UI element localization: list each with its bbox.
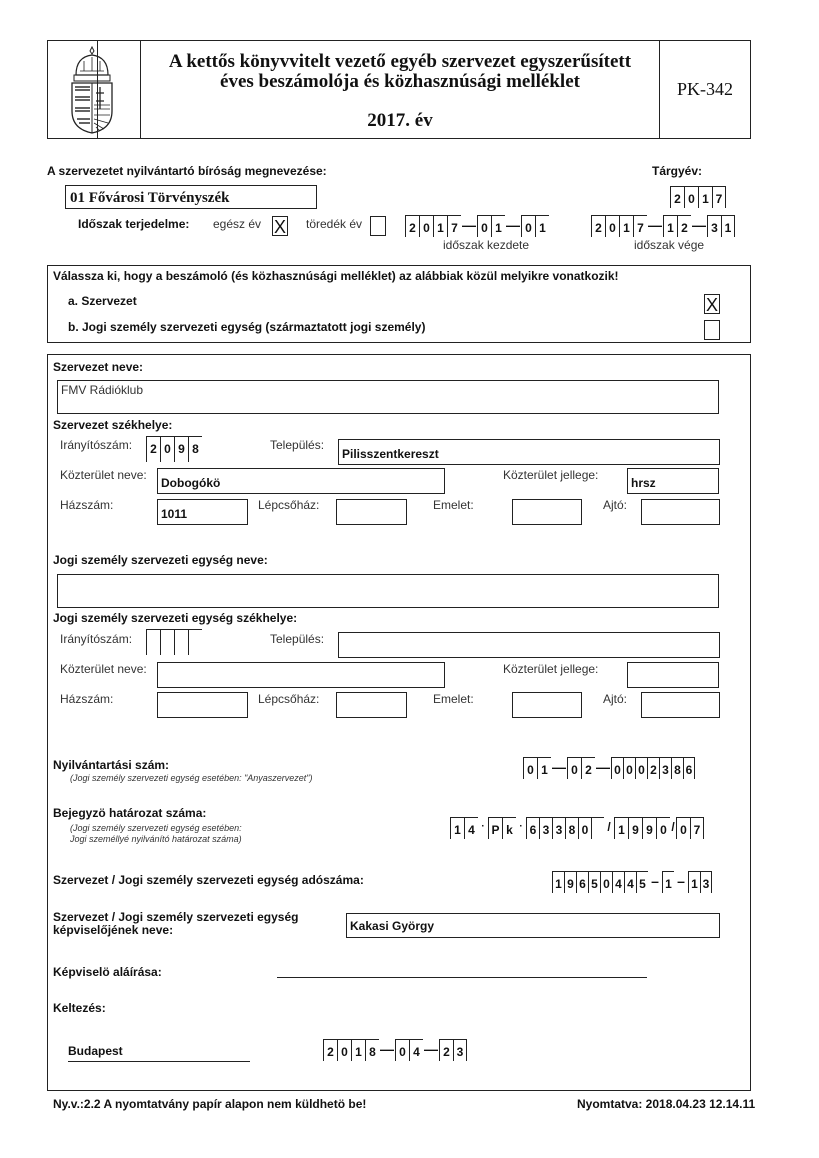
date-separator: —: [462, 217, 476, 233]
digit: 2: [591, 215, 605, 237]
org-zip-field[interactable]: [146, 440, 202, 462]
representative-name-field[interactable]: Kakasi György: [346, 913, 720, 938]
subject-year-digits[interactable]: [670, 186, 726, 208]
digit: 2: [405, 215, 419, 237]
digit: 2: [670, 186, 684, 208]
unit-door-field[interactable]: [641, 692, 720, 718]
digit: 0: [656, 817, 670, 839]
digit: 0: [477, 215, 491, 237]
dot-separator: ·: [481, 821, 485, 832]
court-label: A szervezetet nyilvántartó bíróság megnevezése:: [47, 164, 327, 178]
digit: 5: [588, 871, 600, 893]
digit: 6: [576, 871, 588, 893]
whole-year-checkbox[interactable]: X: [273, 217, 286, 237]
digit: 4: [612, 871, 624, 893]
digit: 0: [578, 817, 591, 839]
form-title-line-2: éves beszámolója és közhasznúsági melléklet: [220, 71, 580, 92]
org-city-label: Település:: [270, 438, 325, 452]
digit: 7: [447, 215, 461, 237]
digit: 7: [712, 186, 726, 208]
decision-number-note-1: (Jogi személy szervezeti egység esetében:: [70, 823, 242, 833]
digit: 0: [605, 215, 619, 237]
org-door-label: Ajtó:: [603, 498, 628, 512]
option-b-label: b. Jogi személy szervezeti egység (származtatott jogi személy): [68, 320, 426, 334]
digit: 1: [491, 215, 505, 237]
org-street-type-label: Közterület jellege:: [503, 468, 599, 482]
period-end-caption: időszak vége: [634, 238, 705, 252]
partial-year-checkbox[interactable]: [370, 216, 386, 236]
date-separator: —: [424, 1041, 438, 1057]
slash-separator: /: [671, 820, 675, 834]
unit-house-field[interactable]: [157, 692, 248, 718]
registration-number-field[interactable]: [523, 757, 695, 779]
decision-number-label: Bejegyzö határozat száma:: [53, 806, 207, 820]
court-value: 01 Fővárosi Törvényszék: [70, 190, 230, 206]
digit: 8: [565, 817, 578, 839]
digit: 4: [464, 817, 478, 839]
digit: 4: [624, 871, 636, 893]
digit: 0: [395, 1039, 409, 1061]
digit: 3: [552, 817, 565, 839]
digit: [174, 629, 188, 655]
digit: 1: [614, 817, 628, 839]
digit: 0: [521, 215, 535, 237]
digit: 3: [453, 1039, 467, 1061]
partial-year-label: töredék év: [306, 217, 363, 231]
unit-door-label: Ajtó:: [603, 692, 628, 706]
digit: 1: [721, 215, 735, 237]
digit: 6: [683, 757, 695, 779]
dated-date-field[interactable]: [323, 1039, 467, 1061]
digit: 0: [160, 436, 174, 462]
digit: 9: [628, 817, 642, 839]
digit: [146, 629, 160, 655]
number-separator: —: [596, 759, 610, 775]
date-separator: —: [380, 1041, 394, 1057]
digit: 1: [351, 1039, 365, 1061]
digit: 8: [671, 757, 683, 779]
digit: k: [502, 817, 516, 839]
form-title-line-1: A kettős könyvvitelt vezető egyéb szervezet egyszerűsített: [168, 51, 632, 72]
unit-city-field[interactable]: [338, 632, 720, 658]
digit: [188, 629, 202, 655]
unit-house-label: Házszám:: [60, 692, 114, 706]
digit: 1: [552, 871, 564, 893]
dot-separator: ·: [519, 821, 523, 832]
tax-number-field[interactable]: [552, 871, 712, 893]
org-city-field[interactable]: Pilisszentkereszt: [338, 439, 720, 465]
org-floor-label: Emelet:: [433, 498, 474, 512]
signature-label: Képviselö aláírása:: [53, 965, 162, 979]
unit-stair-label: Lépcsőház:: [258, 692, 320, 706]
form-year: 2017. év: [367, 110, 433, 131]
representative-label: [53, 911, 298, 937]
form-code: PK-342: [676, 79, 733, 99]
period-start-caption: időszak kezdete: [443, 238, 530, 252]
digit: 2: [677, 215, 691, 237]
representative-label-line-2: képviselőjének neve:: [53, 923, 174, 937]
unit-street-field[interactable]: [157, 662, 445, 688]
digit: 7: [633, 215, 647, 237]
digit: 9: [174, 436, 188, 462]
number-separator: —: [552, 759, 566, 775]
digit: 0: [523, 757, 537, 779]
dated-place-field[interactable]: Budapest: [68, 1044, 250, 1062]
footer-note: Ny.v.:2.2 A nyomtatvány papír alapon nem küldhetö be!: [53, 1097, 367, 1111]
period-label: Időszak terjedelme:: [78, 217, 190, 231]
digit: 0: [684, 186, 698, 208]
digit: 1: [619, 215, 633, 237]
unit-zip-label: Irányítószám:: [60, 632, 133, 646]
digit: 7: [690, 817, 704, 839]
period-start-date[interactable]: [405, 215, 549, 237]
form-header: [47, 40, 751, 139]
digit: 1: [535, 215, 549, 237]
digit: 3: [539, 817, 552, 839]
registration-number-label: Nyilvántartási szám:: [53, 758, 170, 772]
representative-label-line-1: Szervezet / Jogi személy szervezeti egység: [53, 910, 299, 924]
number-separator: –: [651, 873, 659, 889]
org-stair-field[interactable]: [336, 499, 407, 525]
org-house-field[interactable]: 1011: [157, 499, 248, 525]
unit-name-field[interactable]: [57, 574, 719, 608]
digit: 5: [636, 871, 648, 893]
unit-name-label: Jogi személy szervezeti egység neve:: [53, 553, 268, 567]
unit-seat-label: Jogi személy szervezeti egység székhelye:: [53, 611, 298, 625]
digit: 1: [450, 817, 464, 839]
court-field[interactable]: [65, 185, 317, 209]
unit-street-type-field[interactable]: [627, 662, 719, 688]
digit: 9: [564, 871, 576, 893]
digit: 2: [581, 757, 595, 779]
digit: 2: [146, 436, 160, 462]
unit-floor-field[interactable]: [512, 692, 582, 718]
unit-stair-field[interactable]: [336, 692, 407, 718]
digit: P: [488, 817, 502, 839]
digit: 1: [537, 757, 551, 779]
date-separator: —: [506, 217, 520, 233]
digit: 9: [642, 817, 656, 839]
unit-street-type-label: Közterület jellege:: [503, 662, 599, 676]
org-house-label: Házszám:: [60, 498, 114, 512]
digit: 1: [698, 186, 712, 208]
digit: 0: [611, 757, 623, 779]
digit: 0: [337, 1039, 351, 1061]
form-title: [141, 52, 659, 92]
digit: 2: [323, 1039, 337, 1061]
digit: 0: [635, 757, 647, 779]
digit: 8: [188, 436, 202, 462]
digit: 1: [663, 215, 677, 237]
digit: 3: [700, 871, 712, 893]
decision-number-note-2: Jogi személlyé nyilvánító határozat száma): [70, 834, 242, 844]
unit-floor-label: Emelet:: [433, 692, 474, 706]
registration-number-note: (Jogi személy szervezeti egység esetében: "Anyaszervezet"): [70, 773, 313, 783]
org-street-type-field[interactable]: hrsz: [627, 468, 719, 494]
digit: 3: [707, 215, 721, 237]
org-zip-label: Irányítószám:: [60, 438, 133, 452]
coat-of-arms-icon: [66, 45, 118, 138]
dated-label: Keltezés:: [53, 1001, 106, 1015]
unit-city-label: Település:: [270, 632, 325, 646]
org-street-label: Közterület neve:: [60, 468, 147, 482]
slash-separator: /: [607, 820, 611, 834]
option-a-label: a. Szervezet: [68, 294, 137, 308]
tax-number-label: Szervezet / Jogi személy szervezeti egység adószáma:: [53, 873, 364, 887]
digit: [160, 629, 174, 655]
option-b-checkbox[interactable]: [704, 320, 720, 340]
date-separator: —: [648, 217, 662, 233]
digit: 0: [676, 817, 690, 839]
digit: 4: [409, 1039, 423, 1061]
org-floor-field[interactable]: [512, 499, 582, 525]
org-stair-label: Lépcsőház:: [258, 498, 320, 512]
org-name-field[interactable]: [57, 380, 719, 414]
digit: 0: [419, 215, 433, 237]
org-street-field[interactable]: Dobogókö: [157, 468, 445, 494]
subject-year-label: Tárgyév:: [652, 164, 703, 178]
unit-zip-field[interactable]: [146, 633, 202, 655]
unit-street-label: Közterület neve:: [60, 662, 147, 676]
digit: 0: [600, 871, 612, 893]
print-timestamp: Nyomtatva: 2018.04.23 12.14.11: [577, 1097, 756, 1111]
date-separator: —: [692, 217, 706, 233]
digit: 1: [688, 871, 700, 893]
digit: 6: [526, 817, 539, 839]
digit: 2: [647, 757, 659, 779]
digit: 0: [623, 757, 635, 779]
digit: [591, 817, 604, 839]
signature-line[interactable]: [277, 977, 647, 978]
option-a-checkbox[interactable]: X: [705, 295, 718, 315]
org-name-label: Szervezet neve:: [53, 360, 144, 374]
digit: 2: [439, 1039, 453, 1061]
period-end-date[interactable]: [591, 215, 735, 237]
number-separator: –: [677, 873, 685, 889]
decision-number-field[interactable]: [450, 817, 704, 839]
digit: 3: [659, 757, 671, 779]
applies-to-question: Válassza ki, hogy a beszámoló (és közhasznúsági melléklet) az alábbiak közül melyikre vonatkozik!: [53, 269, 619, 283]
digit: 1: [662, 871, 674, 893]
digit: 1: [433, 215, 447, 237]
whole-year-label: egész év: [213, 217, 262, 231]
title-cell: [140, 41, 660, 138]
digit: 8: [365, 1039, 379, 1061]
org-seat-label: Szervezet székhelye:: [53, 418, 173, 432]
org-name-value: FMV Rádióklub: [61, 383, 144, 397]
digit: 0: [567, 757, 581, 779]
org-door-field[interactable]: [641, 499, 720, 525]
